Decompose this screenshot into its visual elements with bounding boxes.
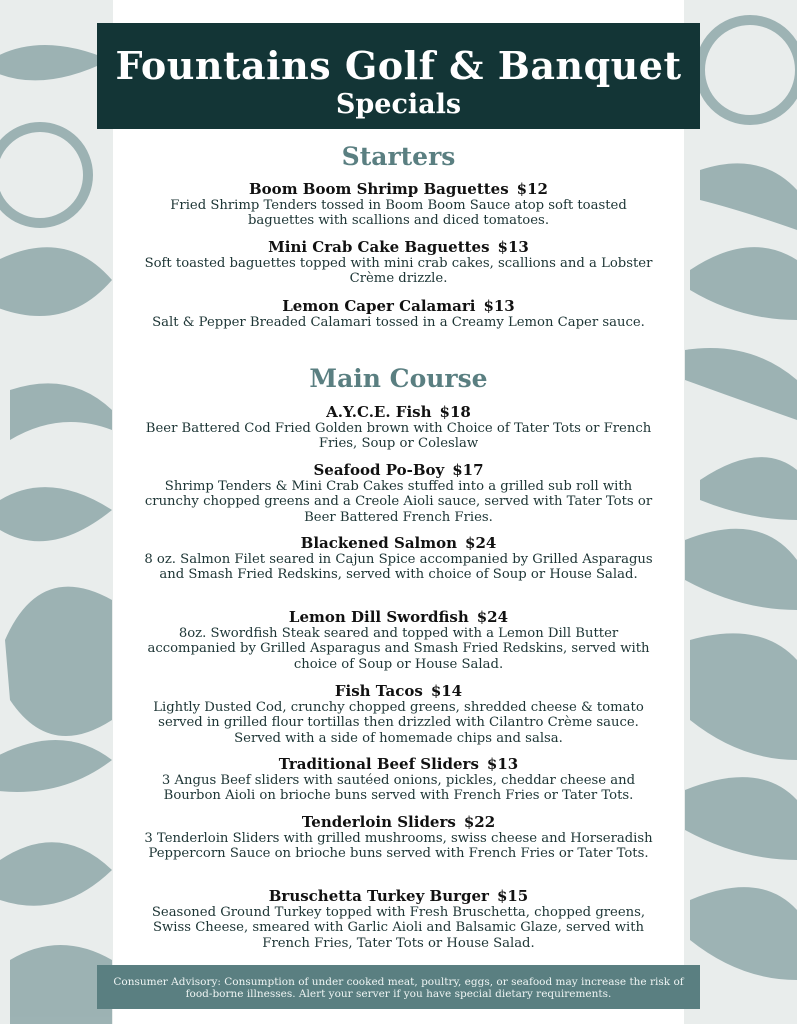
menu-item — [140, 814, 657, 862]
item-description: Lightly Dusted Cod, crunchy chopped greens, shredded cheese & tomato served in grilled flour tortillas then drizzled with Cilantro Crème sauce. Served with a side of homemade chips and salsa. — [153, 700, 644, 746]
fish-illustration — [690, 247, 797, 320]
item-name: Traditional Beef Sliders — [278, 755, 479, 773]
item-description: Soft toasted baguettes topped with mini crab cakes, scallions and a Lobster Crème drizzle. — [144, 256, 653, 287]
menu-item — [140, 404, 657, 452]
menu-item — [140, 462, 657, 525]
item-price: $13 — [483, 297, 515, 315]
lemon-slice-illustration — [0, 127, 88, 223]
fish-illustration — [685, 529, 797, 610]
item-name: Mini Crab Cake Baguettes — [268, 238, 490, 256]
menu-item — [140, 888, 657, 951]
section-title-starters: Starters — [341, 142, 456, 171]
fish-illustration — [0, 487, 112, 541]
item-name: Lemon Dill Swordfish — [288, 608, 469, 626]
squid-illustration — [10, 383, 112, 440]
item-description: Seasoned Ground Turkey topped with Fresh Bruschetta, chopped greens, Swiss Cheese, smeared with Garlic Aioli and Balsamic Glaze, served with French Fries, Tater Tots or House Salad. — [151, 905, 646, 951]
item-name: Fish Tacos — [334, 682, 423, 700]
item-price: $18 — [439, 403, 471, 421]
oyster-illustration — [690, 633, 797, 760]
item-description: Fried Shrimp Tenders tossed in Boom Boom Sauce atop soft toasted baguettes with scallions and diced tomatoes. — [170, 198, 627, 229]
item-name: Bruschetta Turkey Burger — [268, 887, 489, 905]
menu-item — [140, 609, 657, 672]
fish-illustration — [700, 457, 797, 520]
advisory-text: Consumer Advisory: Consumption of under cooked meat, poultry, eggs, or seafood may increase the risk of food-borne illnesses. Alert your server if you have special dietary requirements. — [113, 976, 684, 1000]
menu-item — [140, 181, 657, 229]
item-price: $24 — [476, 608, 509, 626]
item-name: Tenderloin Sliders — [301, 813, 456, 831]
fish-illustration — [690, 887, 797, 980]
menu-item — [140, 298, 657, 330]
menu-header — [97, 23, 700, 129]
item-description: Salt & Pepper Breaded Calamari tossed in a Creamy Lemon Caper sauce. — [152, 315, 645, 330]
menu-item — [140, 239, 657, 287]
item-price: $15 — [496, 887, 529, 905]
fish-illustration — [685, 777, 797, 860]
fish-illustration — [0, 740, 112, 792]
oyster-illustration — [5, 587, 112, 736]
item-description: 8 oz. Salmon Filet seared in Cajun Spice accompanied by Grilled Asparagus and Smash Fried Redskins, served with choice of Soup or House Salad. — [144, 552, 653, 583]
item-name: Seafood Po-Boy — [313, 461, 445, 479]
fish-illustration — [0, 45, 110, 80]
item-price: $24 — [465, 534, 497, 552]
restaurant-name: Fountains Golf & Banquet — [115, 43, 682, 88]
fish-illustration — [0, 247, 112, 316]
item-price: $13 — [486, 755, 519, 773]
item-description: 8oz. Swordfish Steak seared and topped with a Lemon Dill Butter accompanied by Grilled Asparagus and Smash Fried Redskins, served with choice of Soup or House Salad. — [147, 626, 650, 672]
item-name: Lemon Caper Calamari — [282, 297, 476, 315]
item-price: $17 — [452, 461, 484, 479]
item-price: $22 — [463, 813, 496, 831]
consumer-advisory — [97, 965, 700, 1009]
item-price: $12 — [516, 180, 548, 198]
item-description: Shrimp Tenders & Mini Crab Cakes stuffed into a grilled sub roll with crunchy chopped greens and a Creole Aioli sauce, served with Tater Tots or Beer Battered French Fries. — [144, 479, 653, 525]
item-price: $14 — [430, 682, 463, 700]
menu-subtitle: Specials — [335, 89, 462, 120]
section-title-main-course: Main Course — [309, 364, 488, 393]
crab-claw-illustration — [700, 163, 797, 230]
menu-item — [140, 756, 657, 804]
item-description: 3 Angus Beef sliders with sautéed onions, pickles, cheddar cheese and Bourbon Aioli on brioche buns served with French Fries or Tater Tots. — [161, 773, 636, 804]
fish-illustration — [0, 842, 112, 905]
item-name: Boom Boom Shrimp Baguettes — [249, 180, 509, 198]
item-name: A.Y.C.E. Fish — [326, 403, 432, 421]
item-price: $13 — [497, 238, 529, 256]
item-name: Blackened Salmon — [300, 534, 458, 552]
menu-item — [140, 683, 657, 746]
menu-item — [140, 535, 657, 583]
lobster-illustration — [685, 348, 797, 420]
item-description: Beer Battered Cod Fried Golden brown with Choice of Tater Tots or French Fries, Soup or Coleslaw — [145, 421, 652, 452]
lemon-slice-illustration — [700, 20, 797, 120]
item-description: 3 Tenderloin Sliders with grilled mushrooms, swiss cheese and Horseradish Peppercorn Sauce on brioche buns served with French Fries or Tater Tots. — [144, 831, 653, 862]
